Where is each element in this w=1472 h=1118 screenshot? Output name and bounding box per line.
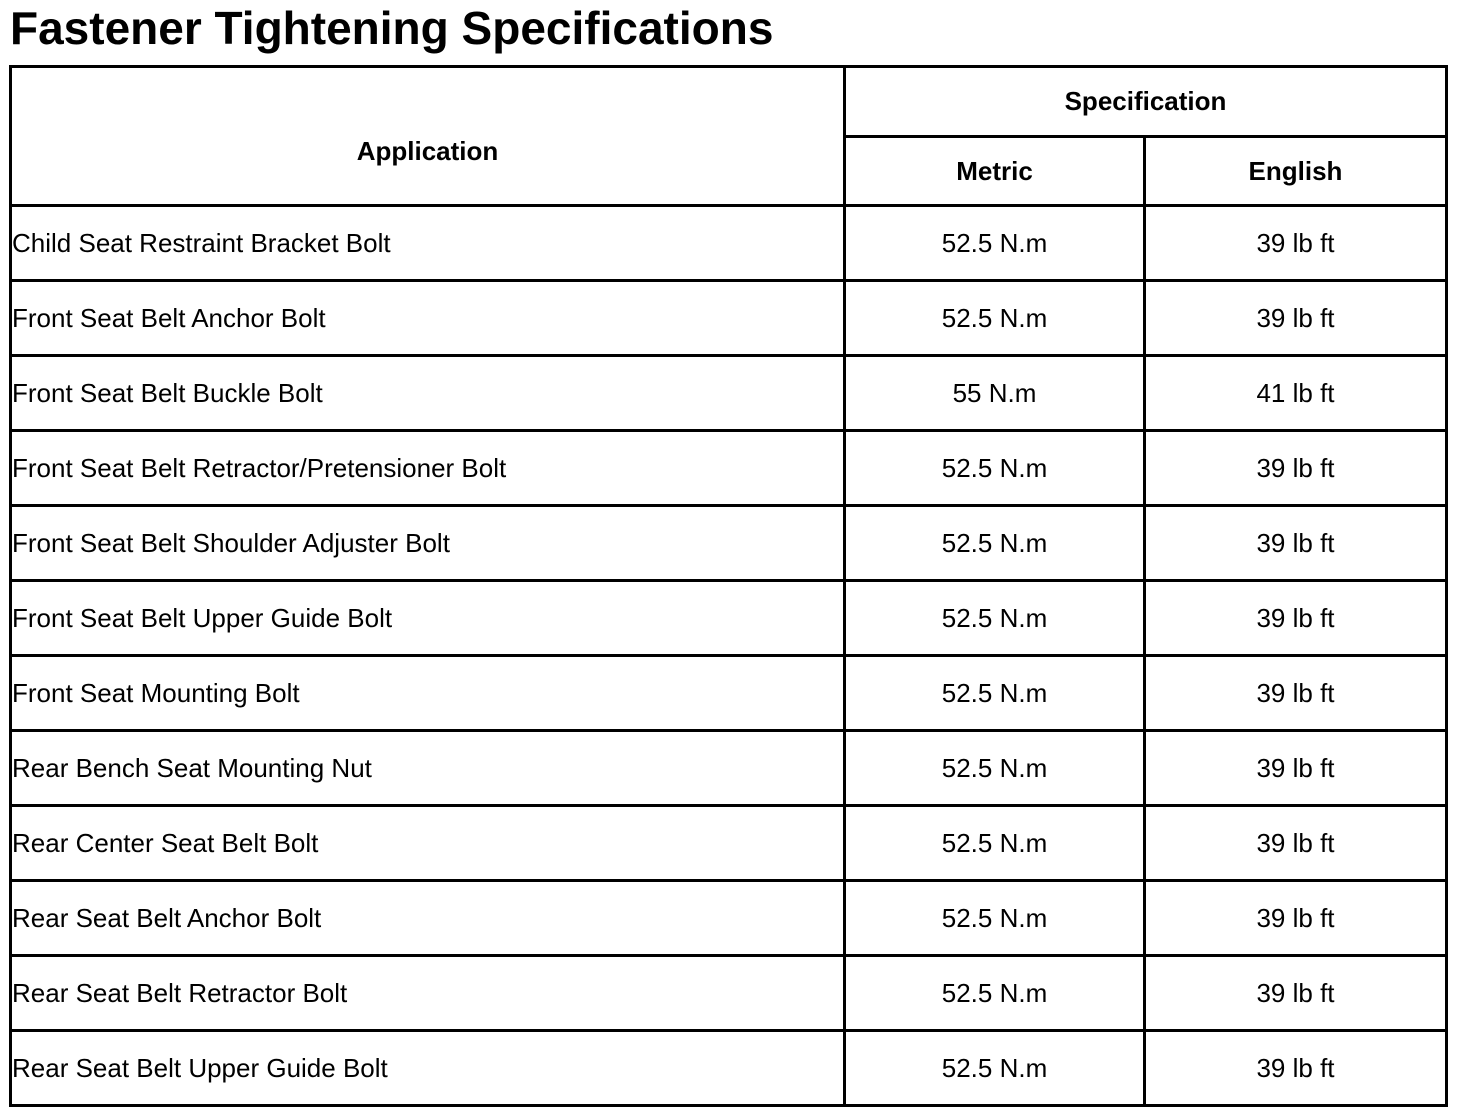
application-cell: Rear Seat Belt Upper Guide Bolt [11, 1031, 845, 1106]
metric-cell: 52.5 N.m [845, 206, 1145, 281]
table-row [11, 731, 1447, 806]
header-row-top [11, 67, 1447, 137]
english-cell: 39 lb ft [1145, 506, 1447, 581]
table-row [11, 431, 1447, 506]
application-header: Application [11, 67, 845, 206]
english-cell: 41 lb ft [1145, 356, 1447, 431]
table-row [11, 581, 1447, 656]
english-cell: 39 lb ft [1145, 206, 1447, 281]
application-cell: Rear Center Seat Belt Bolt [11, 806, 845, 881]
metric-cell: 52.5 N.m [845, 431, 1145, 506]
metric-cell: 55 N.m [845, 356, 1145, 431]
table-row [11, 281, 1447, 356]
table-row [11, 806, 1447, 881]
english-cell: 39 lb ft [1145, 431, 1447, 506]
english-cell: 39 lb ft [1145, 581, 1447, 656]
metric-cell: 52.5 N.m [845, 881, 1145, 956]
fastener-spec-table [9, 65, 1448, 1107]
page-title: Fastener Tightening Specifications [10, 2, 774, 54]
table-row [11, 656, 1447, 731]
metric-cell: 52.5 N.m [845, 506, 1145, 581]
application-cell: Rear Bench Seat Mounting Nut [11, 731, 845, 806]
application-cell: Front Seat Belt Shoulder Adjuster Bolt [11, 506, 845, 581]
metric-cell: 52.5 N.m [845, 581, 1145, 656]
table-body [11, 206, 1447, 1106]
application-cell: Rear Seat Belt Anchor Bolt [11, 881, 845, 956]
metric-cell: 52.5 N.m [845, 956, 1145, 1031]
application-cell: Child Seat Restraint Bracket Bolt [11, 206, 845, 281]
application-cell: Front Seat Belt Upper Guide Bolt [11, 581, 845, 656]
metric-cell: 52.5 N.m [845, 281, 1145, 356]
application-cell: Front Seat Belt Buckle Bolt [11, 356, 845, 431]
metric-cell: 52.5 N.m [845, 806, 1145, 881]
application-cell: Front Seat Mounting Bolt [11, 656, 845, 731]
metric-cell: 52.5 N.m [845, 1031, 1145, 1106]
metric-cell: 52.5 N.m [845, 656, 1145, 731]
english-cell: 39 lb ft [1145, 656, 1447, 731]
table-row [11, 506, 1447, 581]
table-row [11, 956, 1447, 1031]
table-row [11, 1031, 1447, 1106]
english-cell: 39 lb ft [1145, 881, 1447, 956]
table-row [11, 356, 1447, 431]
metric-cell: 52.5 N.m [845, 731, 1145, 806]
specification-header: Specification [845, 67, 1447, 137]
english-cell: 39 lb ft [1145, 806, 1447, 881]
table-row [11, 881, 1447, 956]
metric-header: Metric [845, 137, 1145, 206]
english-header: English [1145, 137, 1447, 206]
english-cell: 39 lb ft [1145, 281, 1447, 356]
application-cell: Rear Seat Belt Retractor Bolt [11, 956, 845, 1031]
application-cell: Front Seat Belt Retractor/Pretensioner Bolt [11, 431, 845, 506]
english-cell: 39 lb ft [1145, 731, 1447, 806]
english-cell: 39 lb ft [1145, 956, 1447, 1031]
english-cell: 39 lb ft [1145, 1031, 1447, 1106]
application-cell: Front Seat Belt Anchor Bolt [11, 281, 845, 356]
table-row [11, 206, 1447, 281]
